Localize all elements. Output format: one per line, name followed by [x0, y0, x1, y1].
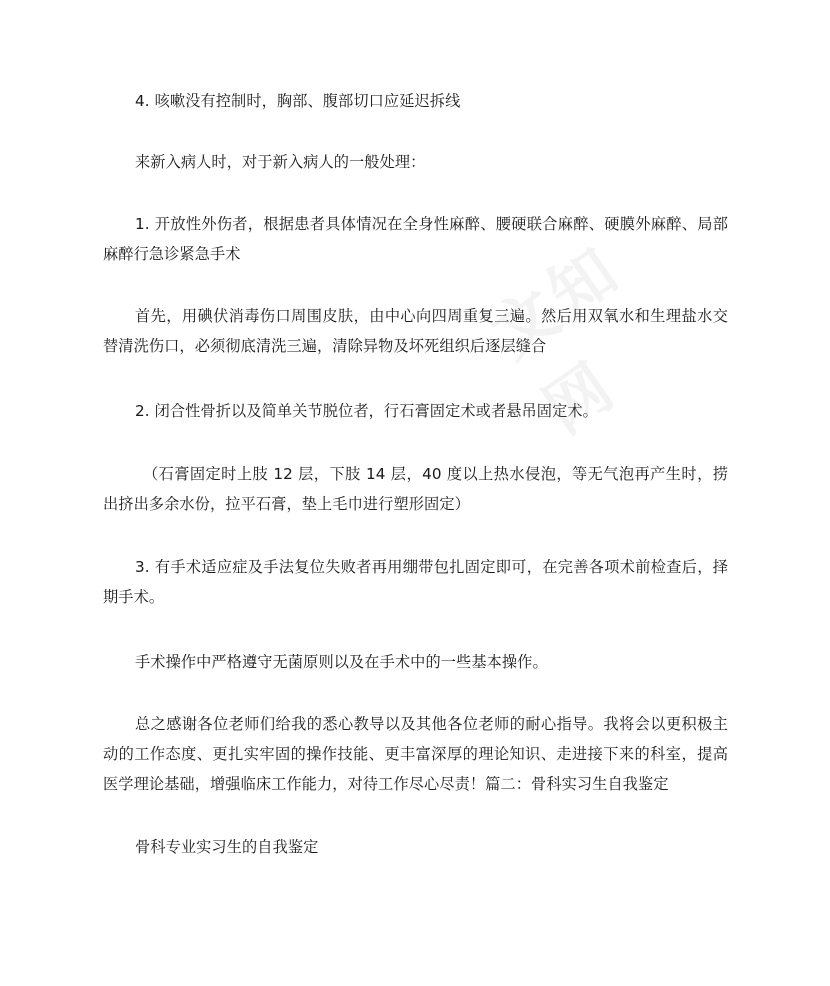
watermark: 文知网 [478, 231, 636, 449]
paragraph-plaster-note: （石膏固定时上肢 12 层，下肢 14 层，40 度以上热水侵泡，等无气泡再产生时，捞出挤出多余水份，拉平石膏，垫上毛巾进行塑形固定） [103, 465, 728, 513]
paragraph-wound-cleaning: 首先，用碘伏消毒伤口周围皮肤，由中心向四周重复三遍。然后用双氧水和生理盐水交替清洗伤口，必须彻底清洗三遍，清除异物及坏死组织后逐层缝合 [103, 307, 728, 355]
paragraph-new-patient-intro: 来新入病人时，对于新入病人的一般处理： [135, 153, 426, 171]
paragraph-open-trauma: 1. 开放性外伤者，根据患者具体情况在全身性麻醉、腰硬联合麻醉、硬膜外麻醉、局部麻醉行急诊紧急手术 [103, 215, 728, 263]
paragraph-section-title: 骨科专业实习生的自我鉴定 [135, 838, 319, 856]
paragraph-aseptic-principle: 手术操作中严格遵守无菌原则以及在手术中的一些基本操作。 [135, 653, 548, 671]
paragraph-stitch-removal: 4. 咳嗽没有控制时，胸部、腹部切口应延迟拆线 [135, 92, 461, 110]
paragraph-conclusion: 总之感谢各位老师们给我的悉心教导以及其他各位老师的耐心指导。我将会以更积极主动的工作态度、更扎实牢固的操作技能、更丰富深厚的理论知识、走进接下来的科室，提高医学理论基础，增强临床工作能力，对待工作尽心尽责！篇二：骨科实习生自我鉴定 [103, 715, 728, 793]
paragraph-surgery-indication: 3. 有手术适应症及手法复位失败者再用绷带包扎固定即可，在完善各项术前检查后，择期手术。 [103, 558, 728, 606]
paragraph-closed-fracture: 2. 闭合性骨折以及简单关节脱位者，行石膏固定术或者悬吊固定术。 [135, 402, 598, 420]
